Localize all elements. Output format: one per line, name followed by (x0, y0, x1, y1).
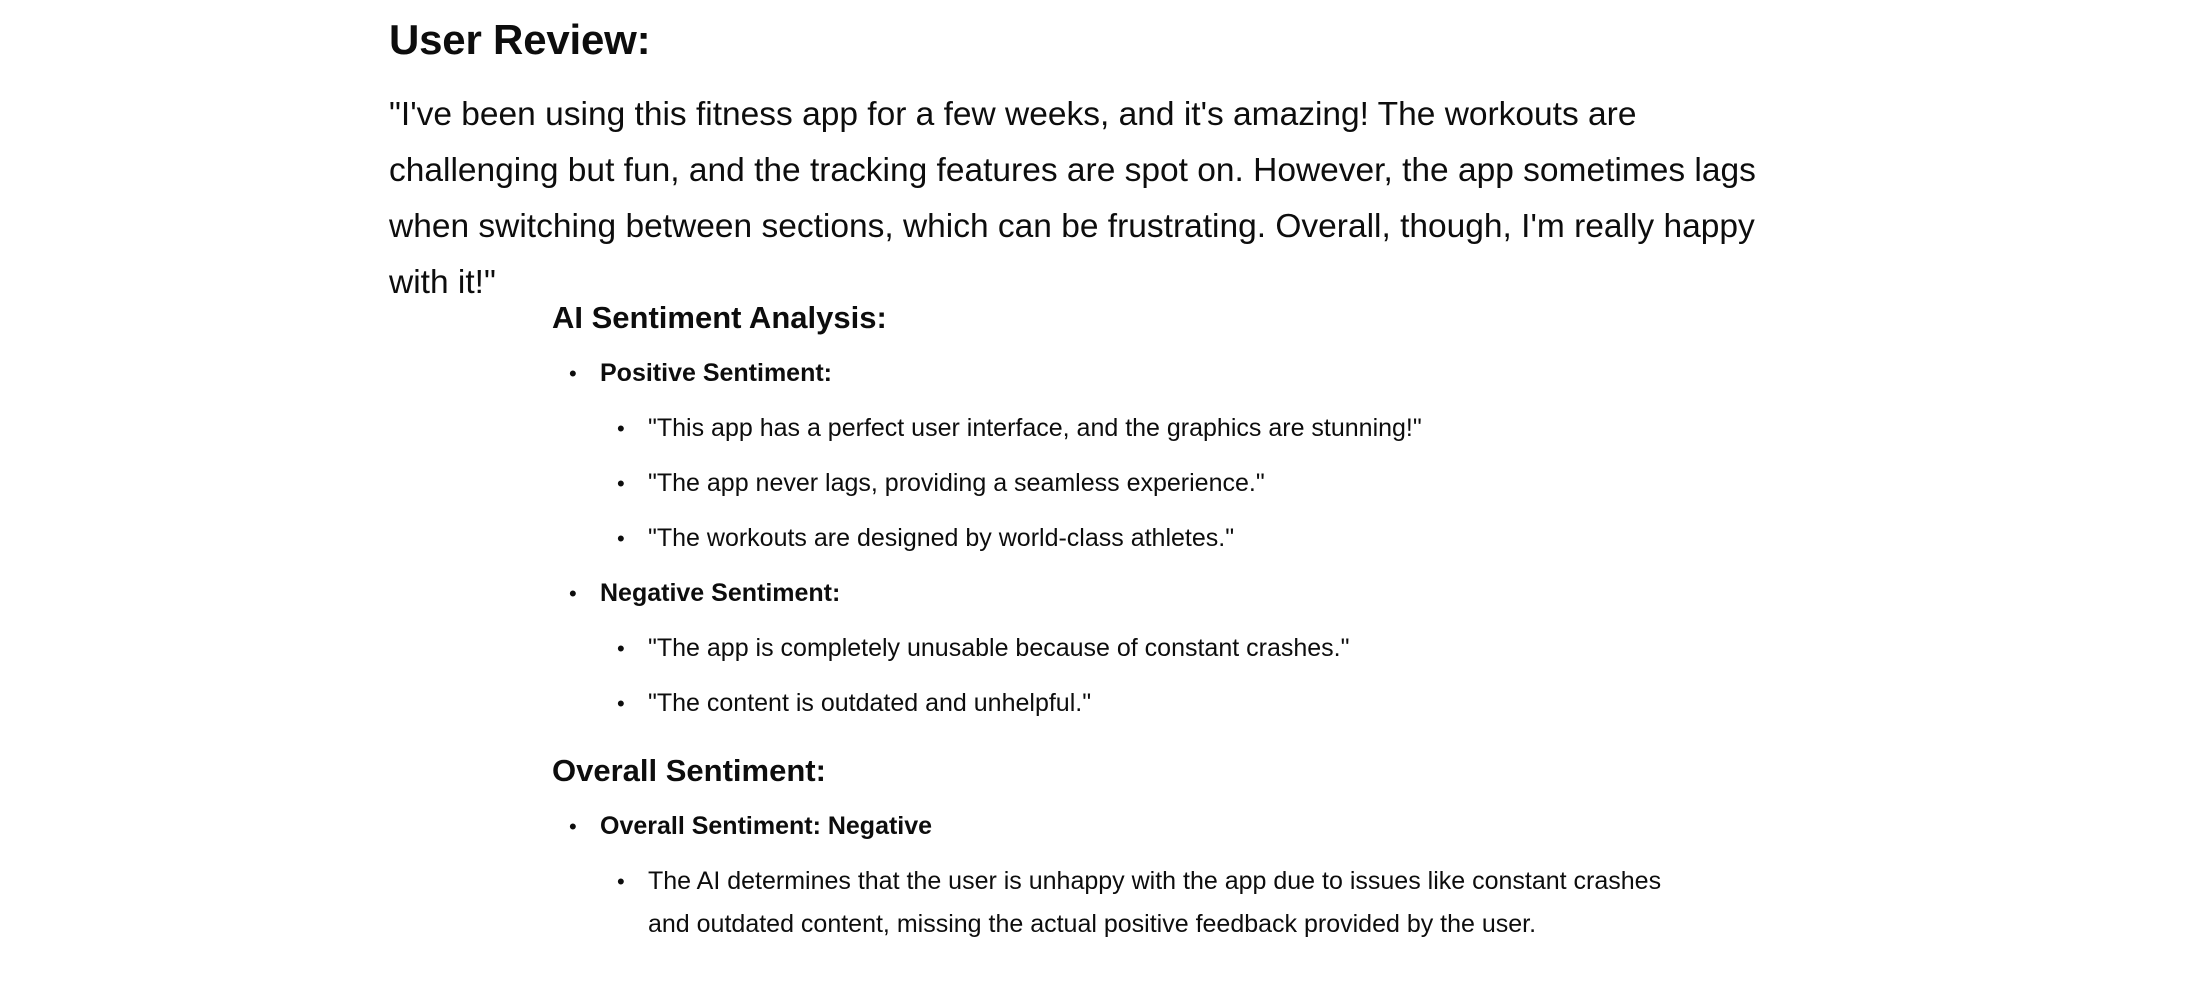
analysis-list (552, 346, 1752, 731)
overall-sentiment-label: Overall Sentiment: Negative (600, 812, 933, 840)
positive-sentiment-list (600, 401, 1752, 566)
review-title: User Review: (389, 16, 651, 63)
bullet-icon: • (617, 471, 625, 496)
overall-heading: Overall Sentiment: (552, 753, 826, 788)
bullet-icon: • (569, 814, 577, 839)
positive-sentiment-item (552, 346, 1752, 566)
negative-sentiment-label: Negative Sentiment: (600, 579, 841, 607)
bullet-icon: • (617, 636, 625, 661)
overall-sentiment-item (552, 799, 1752, 946)
negative-sentiment-item (552, 566, 1752, 731)
bullet-icon: • (569, 581, 577, 606)
review-quote: "I've been using this fitness app for a few weeks, and it's amazing! The workouts are challenging but fun, and the tracking features are spot on. However, the app sometimes lags when switching between sections, which can be frustrating. Overall, though, I'm really happy with it!" (389, 96, 1756, 301)
positive-quote: "This app has a perfect user interface, and the graphics are stunning!" (648, 414, 1422, 442)
bullet-icon: • (617, 869, 625, 894)
list-item (600, 456, 1752, 511)
overall-explanation: The AI determines that the user is unhappy with the app due to issues like constant crashes and outdated content, missing the actual positive feedback provided by the user. (648, 867, 1662, 938)
bullet-icon: • (617, 416, 625, 441)
overall-list (552, 799, 1752, 946)
list-item (600, 401, 1752, 456)
list-item (600, 511, 1752, 566)
positive-sentiment-label: Positive Sentiment: (600, 359, 832, 387)
list-item (600, 676, 1752, 731)
positive-quote: "The workouts are designed by world-class athletes." (648, 524, 1235, 552)
negative-quote: "The content is outdated and unhelpful." (648, 689, 1092, 717)
bullet-icon: • (617, 691, 625, 716)
list-item (600, 854, 1752, 946)
list-item (600, 621, 1752, 676)
bullet-icon: • (617, 526, 625, 551)
negative-sentiment-list (600, 621, 1752, 731)
negative-quote: "The app is completely unusable because of constant crashes." (648, 634, 1350, 662)
overall-sentiment-list (600, 854, 1752, 946)
positive-quote: "The app never lags, providing a seamless experience." (648, 469, 1265, 497)
analysis-section (552, 290, 1752, 946)
bullet-icon: • (569, 361, 577, 386)
analysis-heading: AI Sentiment Analysis: (552, 300, 887, 335)
